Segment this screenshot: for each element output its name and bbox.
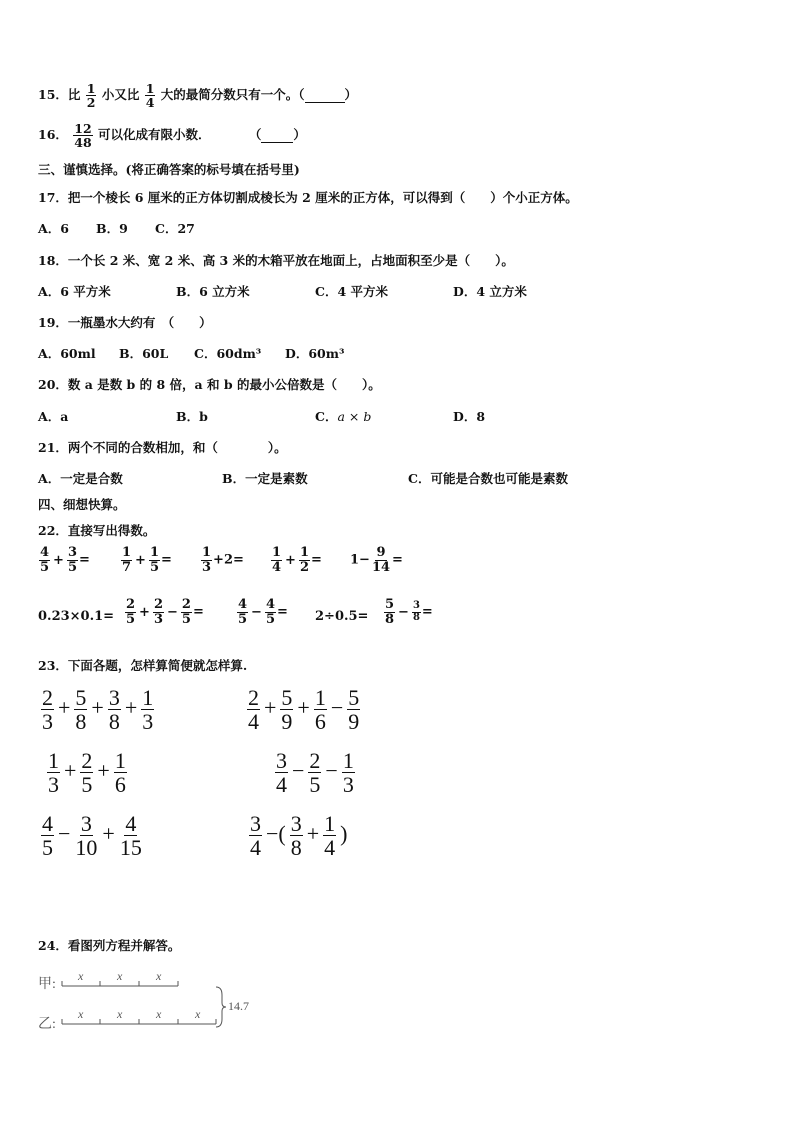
question-23: 23．下面各题，怎样算简便就怎样算. [38,658,248,673]
denominator: 3 [153,611,163,627]
operator: − [292,757,305,783]
fraction [86,82,97,109]
numerator: 3 [80,811,92,836]
numerator: 1 [149,545,159,560]
equals: = [233,552,244,568]
x-label: x [117,1007,123,1021]
equals: = [161,552,172,568]
numerator: 1 [272,545,282,560]
fraction [141,686,154,733]
numerator: 4 [40,545,50,560]
operator: + [139,604,150,620]
operator: − [398,604,409,620]
question-16 [38,122,306,149]
expression-5 [40,812,144,859]
option-a[interactable]: A．一定是合数 [38,471,123,486]
denominator: 48 [74,135,92,151]
numerator: 3 [108,685,120,710]
fraction [108,686,121,733]
fraction [41,812,54,859]
operator: + [285,552,296,568]
denominator: 14 [371,559,391,575]
answer-blank[interactable] [261,127,293,143]
fraction [249,812,262,859]
operator: + [97,757,110,783]
x-label: x [195,1007,201,1021]
denominator: 3 [342,772,354,798]
numerator: 5 [281,685,293,710]
question-24: 24．看图列方程并解答。 [38,938,181,953]
question-20: 20．数 a 是数 b 的 8 倍，a 和 b 的最小公倍数是（ ）。 [38,377,381,392]
equals: = [79,552,90,568]
x-label: x [78,969,84,983]
question-15 [38,82,357,109]
fraction [80,749,93,796]
numerator: 5 [385,597,395,612]
numerator: 12 [74,121,92,136]
option-a[interactable]: A．60ml [38,346,96,361]
operator: + [135,552,146,568]
denominator: 4 [248,709,259,735]
option-c[interactable] [315,407,371,425]
option-c-math: a × b [337,409,372,424]
label-jia: 甲: [38,977,56,992]
question-number: 15． [38,87,68,103]
q15-text-pre: 比 [67,87,81,103]
numerator: 3 [67,545,77,560]
expression-6 [248,812,350,859]
total-label: 14.7 [228,999,249,1013]
fraction [41,686,54,733]
numerator: 1 [114,748,126,773]
denominator: 3 [48,772,59,798]
x-label: x [156,1007,162,1021]
denominator: 5 [42,835,53,861]
numerator: 2 [42,685,53,710]
denominator: 2 [299,559,309,575]
equals: = [192,604,204,620]
x-label: x [156,969,162,983]
option-b[interactable]: B．9 [96,221,128,236]
question-19: 19．一瓶墨水大约有 （ ） [38,315,212,330]
denominator: 3 [142,709,154,735]
option-d[interactable]: D．60m³ [285,346,345,361]
denominator: 5 [265,611,275,627]
denominator: 3 [42,709,53,735]
denominator: 5 [181,611,191,627]
q15-text-post: 大的最简分数只有一个。（ [160,87,305,103]
numerator: 1 [122,545,132,560]
denominator: 8 [412,611,420,623]
numerator: 2 [81,748,93,773]
denominator: 6 [114,772,126,798]
operator: − [167,604,178,620]
expression-3 [46,749,128,796]
operator: ) [340,820,348,846]
denominator: 4 [250,835,261,861]
equals: = [392,552,403,568]
operator: + [102,820,115,846]
denominator: 2 [86,95,96,111]
expression-2 [246,686,361,733]
numerator: 1 [342,748,354,773]
numerator: 4 [265,597,275,612]
numerator: 4 [125,811,137,836]
denominator: 6 [314,709,326,735]
operator: −( [266,820,286,846]
calc-item [236,598,288,626]
operator: +2 [213,552,233,568]
fraction [323,812,336,859]
denominator: 5 [309,772,321,798]
numerator: 2 [126,597,136,612]
q15-close: ） [344,87,358,103]
calc-item [270,546,322,574]
fraction [314,686,327,733]
question-21: 21．两个不同的合数相加，和（ ）。 [38,440,287,455]
numerator: 2 [153,597,163,612]
denominator: 4 [276,772,287,798]
option-c-label: C． [315,409,338,424]
numerator: 3 [290,811,302,836]
denominator: 5 [238,611,248,627]
denominator: 4 [145,95,155,111]
operator: + [124,694,138,720]
operator: − [325,757,338,783]
numerator: 1 [202,545,212,560]
numerator: 1 [86,81,96,96]
x-label: x [117,969,123,983]
fraction [47,749,60,796]
denominator: 7 [122,559,132,575]
denominator: 4 [324,835,336,861]
fraction [74,686,87,733]
denominator: 3 [202,559,212,575]
option-b[interactable]: B．60L [119,346,169,361]
numerator: 1 [314,685,326,710]
operator: − [58,820,71,846]
numerator: 4 [238,597,248,612]
x-label: x [78,1007,84,1021]
expression-4 [274,749,356,796]
numerator: 2 [248,685,259,710]
question-22: 22．直接写出得数。 [38,523,156,538]
q16-open: （ [248,127,262,143]
option-b[interactable]: B．b [176,409,208,424]
fraction [73,122,92,149]
numerator: 2 [309,748,321,773]
q15-text-mid: 小又比 [101,87,140,103]
label-yi: 乙: [38,1017,56,1032]
operator: + [91,694,104,720]
equals: = [277,604,288,620]
calc-item: 2÷0.5= [315,609,369,624]
denominator: 8 [385,611,395,627]
denominator: 9 [348,709,360,735]
option-c[interactable]: C．60dm³ [194,346,262,361]
option-a[interactable]: A．6 [38,221,69,236]
denominator: 5 [67,559,77,575]
fraction [308,749,321,796]
option-b[interactable]: B．一定是素数 [222,471,308,486]
q16-text: 可以化成有限小数． [98,127,211,143]
numerator: 3 [276,748,287,773]
operator: + [297,694,310,720]
fraction [145,82,156,109]
numerator: 1 [48,748,59,773]
fraction [347,686,360,733]
operator: − [330,694,344,720]
calc-item [120,546,172,574]
numerator: 2 [181,597,191,612]
numerator: 1 [142,685,154,710]
denominator: 8 [290,835,302,861]
denominator: 10 [75,835,98,861]
denominator: 5 [40,559,50,575]
denominator: 4 [272,559,282,575]
operand: 1− [350,552,370,568]
numerator: 1 [299,545,309,560]
operator: + [58,694,71,720]
fraction [342,749,355,796]
calc-item [200,546,244,574]
answer-blank[interactable] [305,87,345,103]
q16-close: ） [293,127,306,143]
denominator: 15 [119,835,142,861]
numerator: 5 [75,685,87,710]
fraction [114,749,127,796]
section-4-heading: 四、细想快算。 [38,497,126,512]
calc-item [38,546,90,574]
numerator: 9 [376,545,386,560]
expression-1 [40,686,155,733]
operator: − [251,604,262,620]
segment-diagram [38,965,268,1035]
operator: + [53,552,64,568]
denominator: 8 [75,709,87,735]
denominator: 8 [108,709,120,735]
numerator: 4 [42,811,53,836]
operator: + [264,694,277,720]
option-b[interactable]: B．6 立方米 [176,284,250,299]
section-3-heading: 三、谨慎选择。(将正确答案的标号填在括号里) [38,162,300,177]
denominator: 9 [281,709,293,735]
denominator: 5 [81,772,93,798]
calc-item: 0.23×0.1= [38,609,115,624]
numerator: 5 [348,685,360,710]
numerator: 1 [145,81,155,96]
brace [216,987,226,1027]
question-17: 17．把一个棱长 6 厘米的正方体切割成棱长为 2 厘米的正方体，可以得到（ ）个小正方体。 [38,190,578,205]
fraction [119,812,143,859]
operator: + [64,757,77,783]
equals: = [421,604,433,620]
denominator: 5 [149,559,159,575]
numerator: 1 [324,811,336,836]
option-a[interactable]: A．a [38,409,69,424]
operator: + [306,820,320,846]
option-d[interactable]: D．4 立方米 [453,284,527,299]
calc-item [383,598,433,626]
fraction [280,686,293,733]
numerator: 3 [250,811,261,836]
question-number: 16． [38,127,68,143]
calc-item [350,546,403,574]
option-c[interactable]: C．27 [155,221,195,236]
option-c[interactable]: C．4 平方米 [315,284,388,299]
option-c[interactable]: C．可能是合数也可能是素数 [408,471,568,486]
denominator: 5 [126,611,136,627]
option-d[interactable]: D．8 [453,409,486,424]
numerator: 3 [412,600,420,612]
fraction [247,686,260,733]
option-a[interactable]: A．6 平方米 [38,284,111,299]
equals: = [311,552,322,568]
fraction [74,812,98,859]
fraction [290,812,303,859]
fraction [275,749,288,796]
question-18: 18．一个长 2 米、宽 2 米、高 3 米的木箱平放在地面上，占地面积至少是（ ）。 [38,253,514,268]
calc-item [124,598,204,626]
